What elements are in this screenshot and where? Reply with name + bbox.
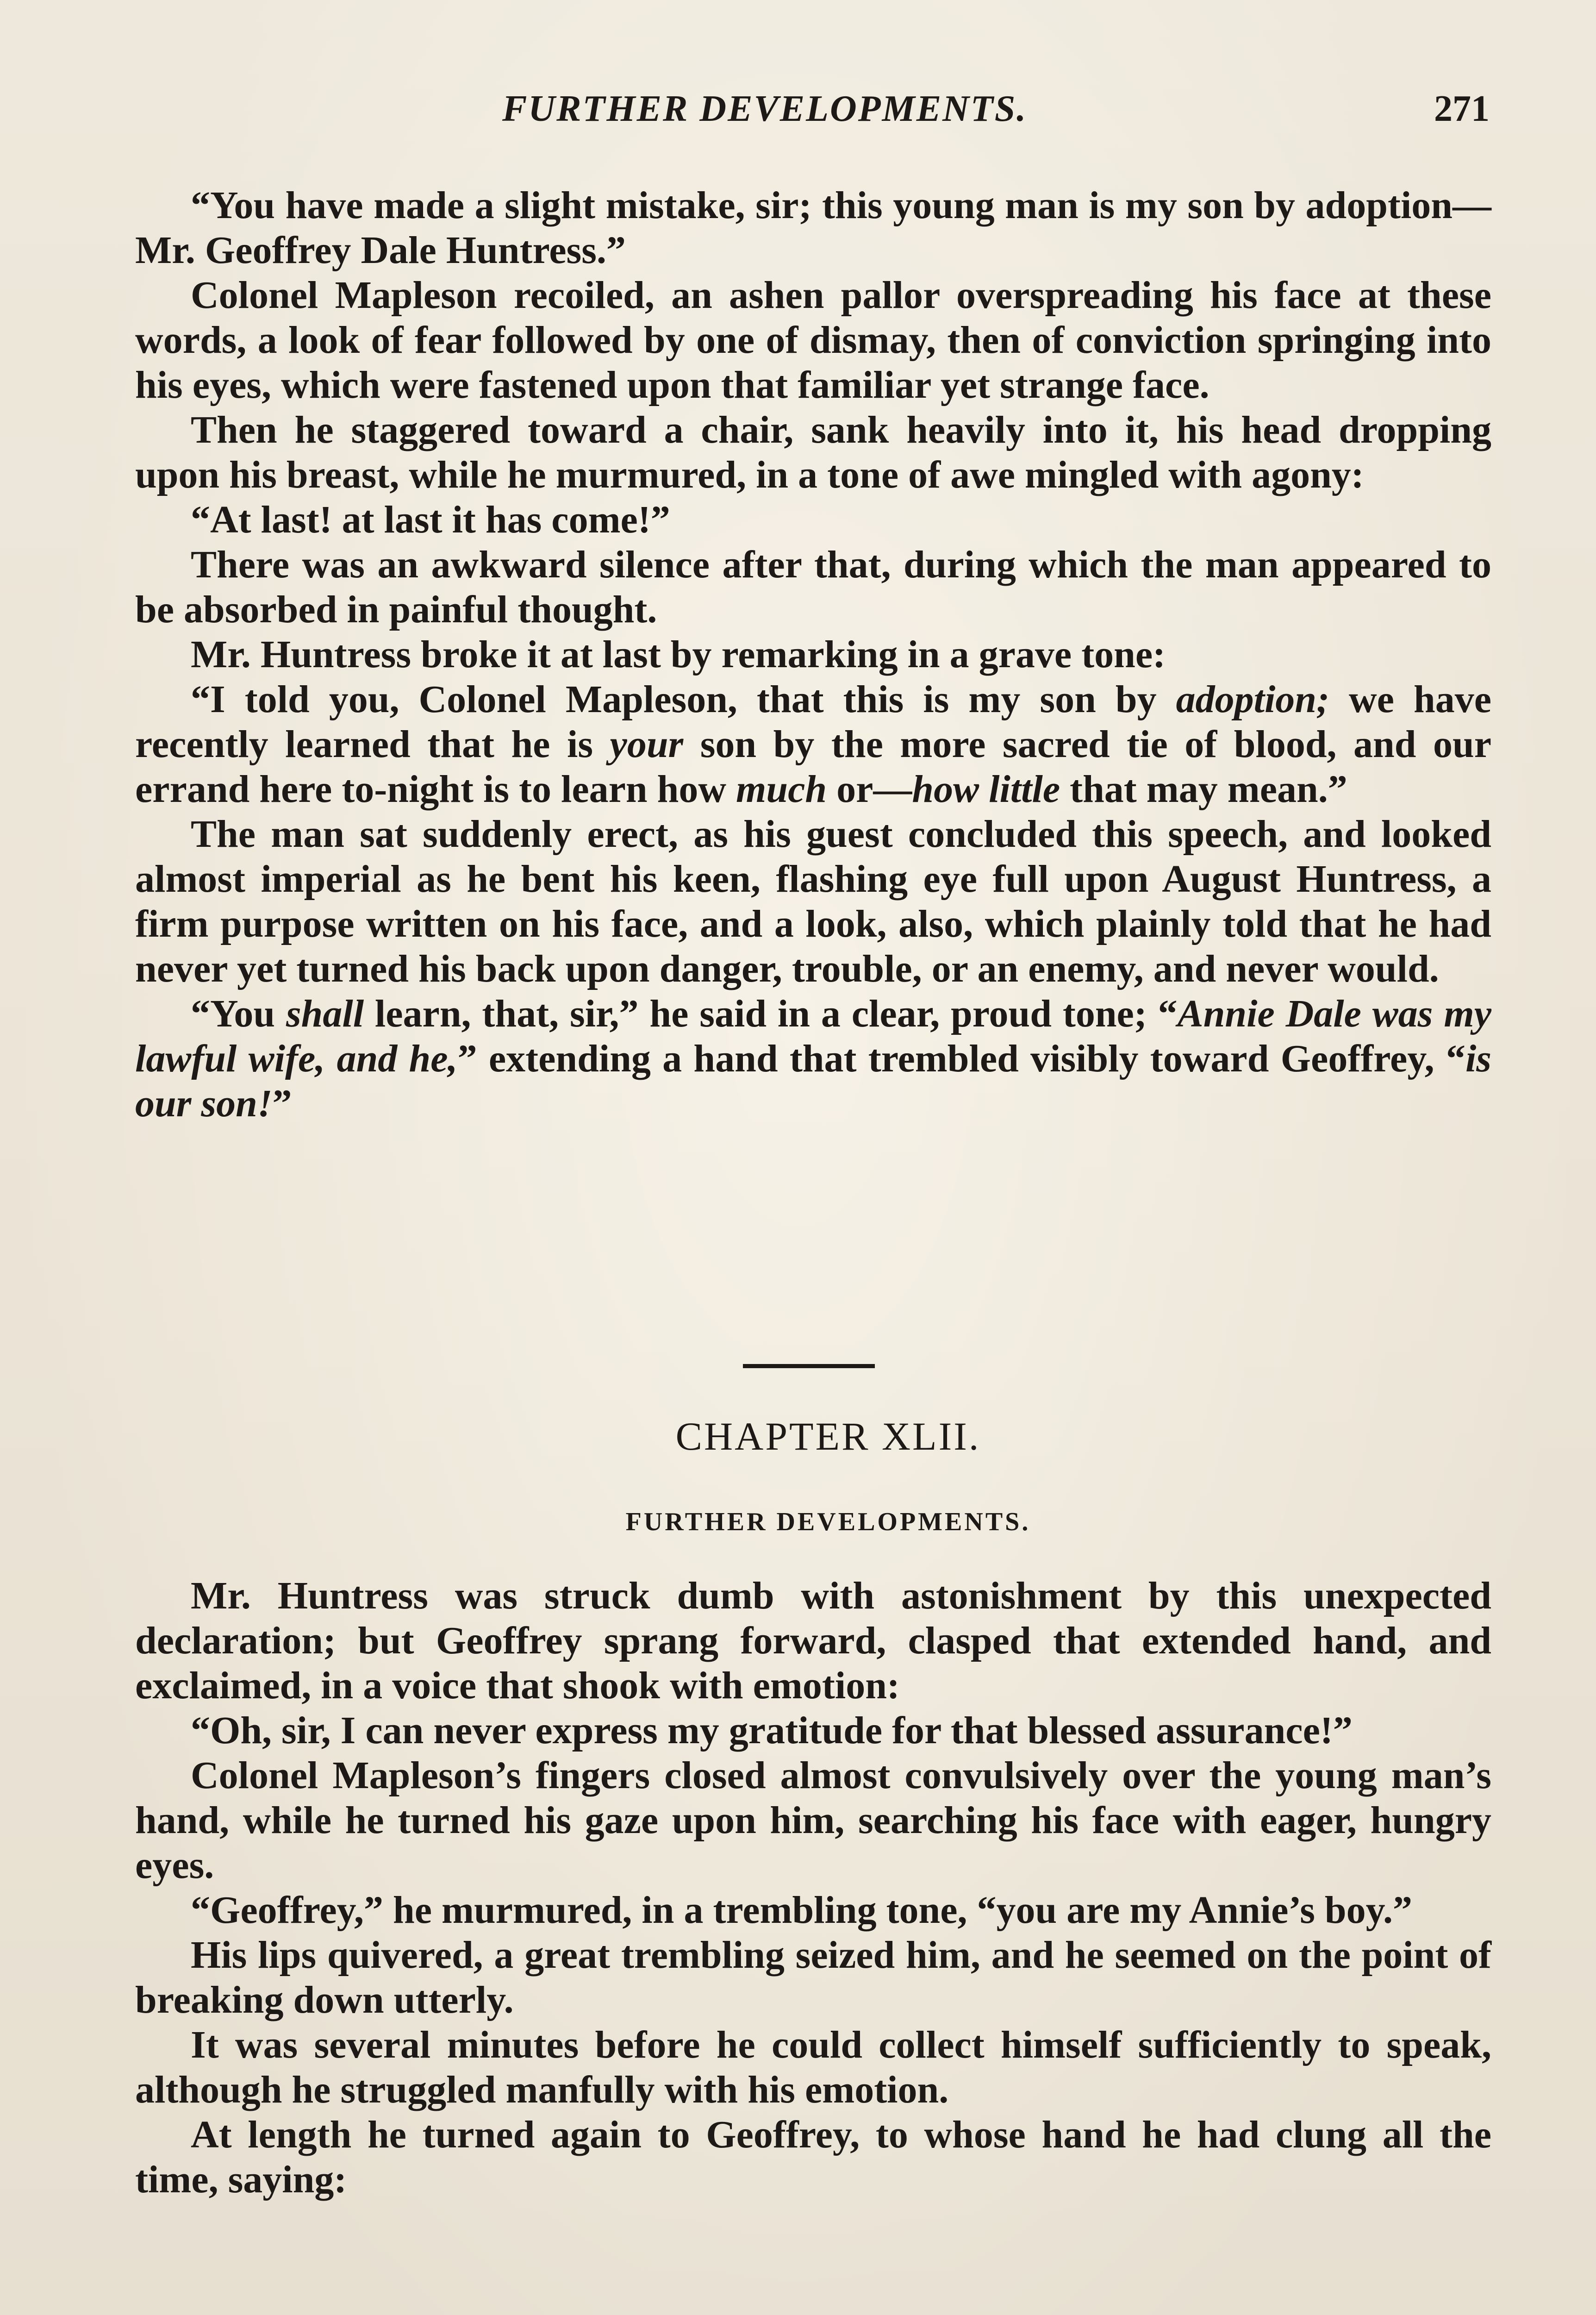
italic-emphasis: shall — [286, 992, 364, 1035]
body-text-top — [135, 183, 1491, 1126]
italic-emphasis: how little — [912, 768, 1060, 811]
paragraph: “I told you, Colonel Mapleson, that this is my son by adoption; we have recently learned that he is your son by the more sacred tie of blood, and our errand here to-night is to learn how much or—how little that may mean.” — [135, 678, 1491, 811]
paragraph: His lips quivered, a great trembling seized him, and he seemed on the point of breaking down utterly. — [135, 1933, 1491, 2021]
paragraph: “Geoffrey,” he murmured, in a trembling tone, “you are my Annie’s boy.” — [191, 1889, 1412, 1932]
running-head — [0, 88, 1596, 144]
italic-emphasis: is our son! — [135, 1037, 1491, 1125]
section-divider — [743, 1364, 875, 1368]
paragraph: Colonel Mapleson recoiled, an ashen pallor overspreading his face at these words, a look of fear followed by one of dismay, then of conviction springing into his eyes, which were fastened upon that familiar yet strange face. — [135, 274, 1491, 407]
paragraph: Colonel Mapleson’s fingers closed almost convulsively over the young man’s hand, while he turned his gaze upon him, searching his face with eager, hungry eyes. — [135, 1754, 1491, 1887]
paragraph: The man sat suddenly erect, as his guest concluded this speech, and looked almost imperial as he bent his keen, flashing eye full upon August Huntress, a firm purpose written on his face, and a look, also, which plainly told that he had never yet turned his back upon danger, trouble, or an enemy, and never would. — [135, 813, 1491, 990]
paragraph: It was several minutes before he could collect himself sufficiently to speak, although he struggled manfully with his emotion. — [135, 2023, 1491, 2111]
chapter-heading: CHAPTER XLII. — [675, 1414, 981, 1458]
running-title: FURTHER DEVELOPMENTS. — [502, 88, 1028, 129]
italic-emphasis: adoption; — [1176, 678, 1329, 721]
italic-emphasis: Annie Dale was my lawful wife, and he, — [135, 992, 1491, 1080]
paragraph: “You shall learn, that, sir,” he said in a clear, proud tone; “Annie Dale was my lawful wife, and he,” extending a hand that trembled visibly toward Geoffrey, “is our son!” — [135, 992, 1491, 1125]
body-text-bottom — [135, 1573, 1491, 2202]
paragraph: “Oh, sir, I can never express my gratitude for that blessed assurance!” — [191, 1709, 1353, 1752]
paragraph: “You have made a slight mistake, sir; this young man is my son by adoption—Mr. Geoffrey Dale Huntress.” — [135, 184, 1491, 272]
page-number: 271 — [1434, 88, 1490, 129]
paragraph: There was an awkward silence after that, during which the man appeared to be absorbed in painful thought. — [135, 543, 1491, 631]
paragraph: At length he turned again to Geoffrey, to whose hand he had clung all the time, saying: — [135, 2113, 1491, 2201]
paragraph: “At last! at last it has come!” — [191, 498, 670, 541]
paragraph: Mr. Huntress broke it at last by remarking in a grave tone: — [191, 633, 1166, 676]
italic-emphasis: your — [610, 723, 684, 766]
italic-emphasis: much — [736, 768, 827, 811]
paragraph: Then he staggered toward a chair, sank heavily into it, his head dropping upon his breast, while he murmured, in a tone of awe mingled with agony: — [135, 408, 1491, 496]
paragraph: Mr. Huntress was struck dumb with astonishment by this unexpected declaration; but Geoffrey sprang forward, clasped that extended hand, and exclaimed, in a voice that shook with emotion: — [135, 1574, 1491, 1707]
chapter-subheading: FURTHER DEVELOPMENTS. — [625, 1508, 1031, 1536]
